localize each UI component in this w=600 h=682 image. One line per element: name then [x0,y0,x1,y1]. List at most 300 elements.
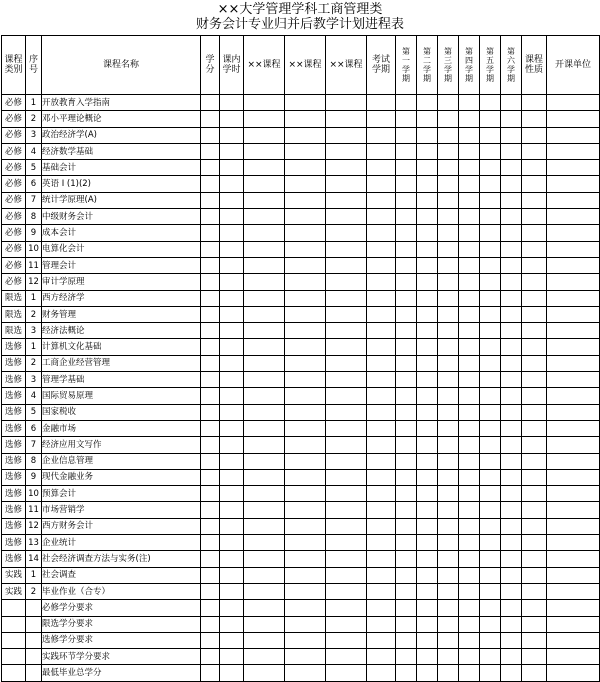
empty-cell [438,535,459,551]
empty-cell [220,274,244,290]
empty-cell [367,160,396,176]
empty-cell [547,372,600,388]
empty-cell [547,274,600,290]
empty-cell [396,420,417,436]
course-number: 10 [26,241,42,257]
empty-cell [459,420,480,436]
empty-cell [326,192,367,208]
empty-cell [367,95,396,111]
empty-cell [459,502,480,518]
empty-cell [480,469,501,485]
empty-cell [438,95,459,111]
empty-cell [201,567,220,583]
empty-cell [220,535,244,551]
empty-cell [522,339,547,355]
table-row [2,453,600,469]
course-name: 电算化会计 [42,241,201,257]
empty-cell [480,404,501,420]
empty-cell [220,290,244,306]
empty-cell [396,339,417,355]
empty-cell [220,143,244,159]
empty-cell [417,355,438,371]
empty-cell [522,143,547,159]
course-category: 必修 [2,209,26,225]
empty-cell [396,502,417,518]
empty-cell [480,372,501,388]
empty-cell [26,632,42,648]
empty-cell [26,616,42,632]
empty-cell [396,665,417,681]
empty-cell [501,95,522,111]
course-number: 12 [26,518,42,534]
empty-cell [522,372,547,388]
course-name: 企业统计 [42,535,201,551]
empty-cell [201,404,220,420]
header-term-2: 第 二 学 期 [417,36,438,95]
empty-cell [438,583,459,599]
empty-cell [201,469,220,485]
empty-cell [417,225,438,241]
table-row [2,404,600,420]
empty-cell [285,649,326,665]
course-name: 现代金融业务 [42,469,201,485]
empty-cell [326,306,367,322]
empty-cell [367,241,396,257]
empty-cell [367,404,396,420]
course-category: 选修 [2,453,26,469]
empty-cell [285,143,326,159]
empty-cell [396,469,417,485]
empty-cell [220,372,244,388]
empty-cell [396,323,417,339]
empty-cell [201,355,220,371]
table-row [2,567,600,583]
empty-cell [522,95,547,111]
empty-cell [285,551,326,567]
course-category: 选修 [2,388,26,404]
empty-cell [285,290,326,306]
empty-cell [438,111,459,127]
empty-cell [201,274,220,290]
course-category: 实践 [2,567,26,583]
empty-cell [501,257,522,273]
empty-cell [438,241,459,257]
course-number: 3 [26,372,42,388]
course-category: 选修 [2,437,26,453]
empty-cell [501,567,522,583]
course-number: 5 [26,160,42,176]
table-row [2,420,600,436]
empty-cell [367,437,396,453]
empty-cell [417,192,438,208]
empty-cell [220,306,244,322]
empty-cell [201,323,220,339]
course-category: 必修 [2,95,26,111]
empty-cell [244,160,285,176]
header-credit: 学 分 [201,36,220,95]
empty-cell [326,665,367,681]
empty-cell [459,355,480,371]
empty-cell [522,486,547,502]
empty-cell [501,404,522,420]
empty-cell [367,274,396,290]
empty-cell [326,583,367,599]
empty-cell [285,567,326,583]
empty-cell [220,225,244,241]
empty-cell [438,616,459,632]
empty-cell [201,143,220,159]
empty-cell [326,567,367,583]
empty-cell [522,160,547,176]
empty-cell [417,453,438,469]
empty-cell [367,355,396,371]
empty-cell [285,437,326,453]
empty-cell [480,160,501,176]
empty-cell [547,225,600,241]
header-exam-term: 考试 学期 [367,36,396,95]
course-name: 管理会计 [42,257,201,273]
course-category: 选修 [2,535,26,551]
empty-cell [244,404,285,420]
course-number: 6 [26,420,42,436]
empty-cell [201,583,220,599]
empty-cell [2,649,26,665]
empty-cell [547,306,600,322]
empty-cell [547,437,600,453]
empty-cell [459,95,480,111]
empty-cell [367,257,396,273]
empty-cell [501,388,522,404]
course-number: 2 [26,306,42,322]
empty-cell [244,372,285,388]
empty-cell [326,257,367,273]
empty-cell [220,176,244,192]
empty-cell [501,306,522,322]
empty-cell [244,192,285,208]
empty-cell [285,600,326,616]
empty-cell [396,372,417,388]
empty-cell [547,420,600,436]
table-row [2,355,600,371]
course-number: 9 [26,225,42,241]
empty-cell [285,160,326,176]
empty-cell [417,323,438,339]
empty-cell [244,111,285,127]
empty-cell [220,127,244,143]
empty-cell [501,274,522,290]
table-row [2,323,600,339]
empty-cell [326,225,367,241]
empty-cell [501,143,522,159]
empty-cell [480,290,501,306]
empty-cell [480,111,501,127]
empty-cell [480,518,501,534]
empty-cell [522,404,547,420]
table-row [2,111,600,127]
course-number: 2 [26,111,42,127]
empty-cell [417,209,438,225]
empty-cell [459,551,480,567]
empty-cell [438,372,459,388]
empty-cell [547,583,600,599]
empty-cell [220,257,244,273]
table-row [2,274,600,290]
empty-cell [244,176,285,192]
empty-cell [501,290,522,306]
course-number: 2 [26,583,42,599]
empty-cell [522,355,547,371]
empty-cell [201,111,220,127]
empty-cell [201,209,220,225]
course-name: 管理学基础 [42,372,201,388]
empty-cell [522,583,547,599]
empty-cell [244,486,285,502]
empty-cell [438,306,459,322]
empty-cell [480,192,501,208]
header-row [2,36,600,95]
table-row [2,518,600,534]
empty-cell [438,420,459,436]
empty-cell [396,209,417,225]
empty-cell [459,665,480,681]
empty-cell [417,372,438,388]
empty-cell [367,616,396,632]
empty-cell [501,486,522,502]
empty-cell [367,225,396,241]
empty-cell [326,616,367,632]
empty-cell [547,209,600,225]
course-number: 1 [26,95,42,111]
table-row [2,290,600,306]
empty-cell [522,502,547,518]
empty-cell [396,127,417,143]
empty-cell [459,535,480,551]
empty-cell [480,241,501,257]
course-category: 选修 [2,486,26,502]
empty-cell [326,323,367,339]
empty-cell [201,649,220,665]
empty-cell [459,274,480,290]
course-category: 限选 [2,306,26,322]
empty-cell [220,160,244,176]
course-name: 社会经济调查方法与实务(注) [42,551,201,567]
empty-cell [547,535,600,551]
empty-cell [244,583,285,599]
empty-cell [438,665,459,681]
empty-cell [459,209,480,225]
empty-cell [438,502,459,518]
empty-cell [480,437,501,453]
empty-cell [547,502,600,518]
table-row [2,469,600,485]
empty-cell [480,274,501,290]
empty-cell [522,388,547,404]
empty-cell [459,323,480,339]
empty-cell [201,192,220,208]
empty-cell [438,632,459,648]
empty-cell [244,535,285,551]
empty-cell [396,192,417,208]
empty-cell [547,469,600,485]
empty-cell [2,665,26,681]
empty-cell [501,616,522,632]
course-name: 国际贸易原理 [42,388,201,404]
requirement-label: 最低毕业总学分 [42,665,201,681]
requirement-row [2,649,600,665]
empty-cell [396,632,417,648]
empty-cell [244,127,285,143]
empty-cell [396,160,417,176]
empty-cell [367,502,396,518]
empty-cell [285,518,326,534]
empty-cell [459,160,480,176]
empty-cell [480,176,501,192]
empty-cell [480,632,501,648]
empty-cell [220,404,244,420]
empty-cell [326,143,367,159]
empty-cell [522,453,547,469]
empty-cell [326,437,367,453]
empty-cell [501,176,522,192]
empty-cell [438,339,459,355]
empty-cell [244,339,285,355]
empty-cell [396,453,417,469]
empty-cell [326,209,367,225]
empty-cell [201,420,220,436]
empty-cell [480,420,501,436]
empty-cell [201,600,220,616]
empty-cell [244,95,285,111]
header-seq: 序 号 [26,36,42,95]
empty-cell [522,616,547,632]
empty-cell [459,306,480,322]
course-category: 选修 [2,339,26,355]
empty-cell [547,127,600,143]
header-term-4: 第 四 学 期 [459,36,480,95]
empty-cell [501,649,522,665]
empty-cell [244,323,285,339]
empty-cell [285,95,326,111]
empty-cell [285,323,326,339]
empty-cell [326,160,367,176]
empty-cell [220,632,244,648]
empty-cell [480,143,501,159]
course-category: 选修 [2,355,26,371]
course-category: 必修 [2,257,26,273]
empty-cell [285,469,326,485]
empty-cell [326,404,367,420]
empty-cell [522,518,547,534]
empty-cell [522,111,547,127]
course-name: 基础会计 [42,160,201,176]
empty-cell [438,192,459,208]
empty-cell [501,437,522,453]
header-course-nature: 课程 性质 [522,36,547,95]
empty-cell [501,600,522,616]
empty-cell [220,551,244,567]
empty-cell [417,404,438,420]
empty-cell [326,274,367,290]
course-name: 社会调查 [42,567,201,583]
empty-cell [417,665,438,681]
empty-cell [220,567,244,583]
empty-cell [367,649,396,665]
empty-cell [547,632,600,648]
empty-cell [547,241,600,257]
table-row [2,176,600,192]
empty-cell [547,600,600,616]
empty-cell [396,111,417,127]
empty-cell [220,209,244,225]
empty-cell [244,518,285,534]
empty-cell [547,176,600,192]
empty-cell [220,486,244,502]
empty-cell [459,567,480,583]
course-category: 选修 [2,551,26,567]
empty-cell [201,616,220,632]
empty-cell [285,632,326,648]
empty-cell [501,111,522,127]
empty-cell [522,274,547,290]
requirement-row [2,600,600,616]
course-category: 选修 [2,502,26,518]
empty-cell [285,616,326,632]
empty-cell [367,453,396,469]
empty-cell [417,160,438,176]
header-course-name: 课程名称 [42,36,201,95]
empty-cell [326,372,367,388]
empty-cell [244,665,285,681]
table-row [2,486,600,502]
course-name: 国家税收 [42,404,201,420]
course-name: 统计学原理(A) [42,192,201,208]
empty-cell [396,355,417,371]
header-term-6: 第 六 学 期 [501,36,522,95]
empty-cell [367,209,396,225]
course-name: 经济应用文写作 [42,437,201,453]
course-name: 西方经济学 [42,290,201,306]
empty-cell [367,323,396,339]
table-body [2,95,600,682]
empty-cell [285,453,326,469]
course-name: 预算会计 [42,486,201,502]
empty-cell [367,469,396,485]
empty-cell [547,111,600,127]
empty-cell [367,551,396,567]
empty-cell [201,502,220,518]
empty-cell [367,306,396,322]
empty-cell [417,111,438,127]
empty-cell [367,420,396,436]
empty-cell [417,502,438,518]
requirement-label: 必修学分要求 [42,600,201,616]
empty-cell [417,632,438,648]
table-row [2,502,600,518]
empty-cell [396,388,417,404]
course-name: 金融市场 [42,420,201,436]
empty-cell [438,649,459,665]
empty-cell [244,420,285,436]
empty-cell [417,437,438,453]
table-row [2,306,600,322]
course-category: 选修 [2,372,26,388]
course-category: 限选 [2,290,26,306]
empty-cell [396,649,417,665]
empty-cell [367,600,396,616]
empty-cell [417,388,438,404]
table-row [2,551,600,567]
empty-cell [367,111,396,127]
